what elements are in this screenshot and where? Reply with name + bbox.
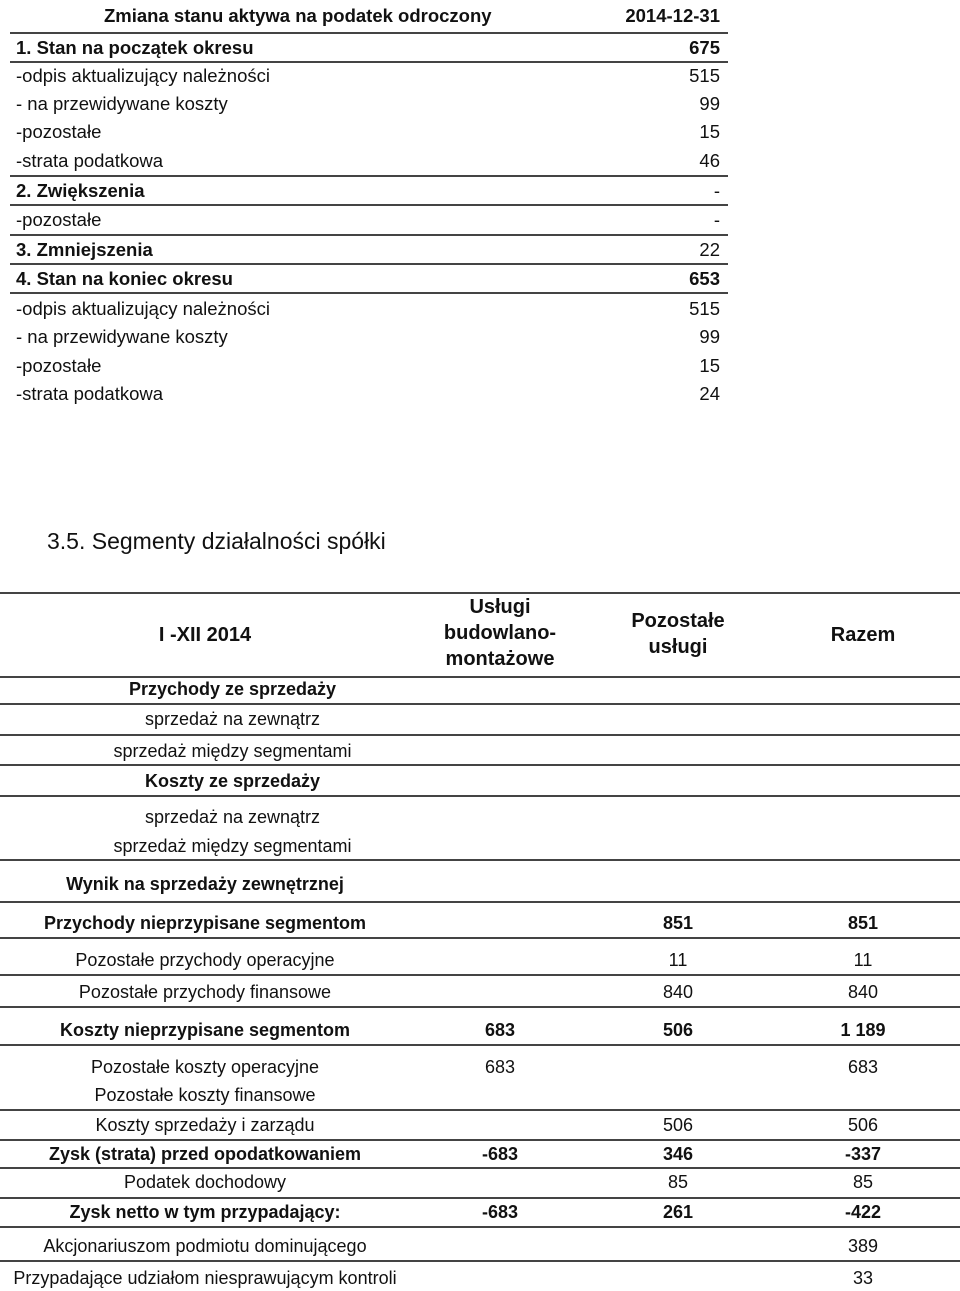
cell-other-services: 11 bbox=[668, 950, 688, 970]
divider bbox=[0, 1260, 960, 1262]
divider bbox=[0, 1139, 960, 1141]
row-value: 15 bbox=[699, 121, 720, 142]
divider bbox=[0, 1197, 960, 1199]
row-label: 1. Stan na początek okresu bbox=[16, 37, 254, 58]
cell-total: 33 bbox=[852, 1268, 874, 1288]
row-value: 24 bbox=[699, 383, 720, 404]
divider bbox=[0, 1006, 960, 1008]
divider bbox=[0, 1109, 960, 1111]
row-label: Przypadające udziałom niesprawującym kontroli bbox=[13, 1268, 397, 1288]
deferred-tax-title: Zmiana stanu aktywa na podatek odroczony bbox=[104, 5, 492, 26]
row-label: Pozostałe koszty operacyjne bbox=[90, 1057, 320, 1077]
row-value: - bbox=[713, 180, 720, 201]
row-label: - na przewidywane koszty bbox=[16, 93, 228, 114]
divider bbox=[10, 204, 728, 206]
cell-total: 683 bbox=[847, 1057, 879, 1077]
cell-other-services: 851 bbox=[662, 913, 694, 933]
divider bbox=[0, 795, 960, 797]
cell-total: -422 bbox=[844, 1202, 882, 1222]
row-label: Przychody nieprzypisane segmentom bbox=[43, 913, 367, 933]
row-value: 99 bbox=[699, 93, 720, 114]
divider bbox=[0, 901, 960, 903]
divider bbox=[10, 234, 728, 236]
row-label: -odpis aktualizujący należności bbox=[16, 65, 270, 86]
cell-total: 506 bbox=[847, 1115, 879, 1135]
cell-total: 1 189 bbox=[840, 1020, 886, 1040]
row-value: - bbox=[713, 209, 720, 230]
section-title: 3.5. Segmenty działalności spółki bbox=[47, 528, 386, 554]
cell-total: 85 bbox=[852, 1172, 874, 1192]
row-value: 46 bbox=[699, 150, 720, 171]
cell-construction: 683 bbox=[484, 1057, 516, 1077]
divider bbox=[0, 1044, 960, 1046]
divider bbox=[0, 859, 960, 861]
divider bbox=[0, 937, 960, 939]
period-header: I -XII 2014 bbox=[158, 624, 252, 646]
cell-construction: -683 bbox=[481, 1144, 519, 1164]
divider bbox=[10, 263, 728, 265]
row-label: -pozostałe bbox=[16, 209, 102, 230]
row-label: - na przewidywane koszty bbox=[16, 326, 228, 347]
divider bbox=[10, 292, 728, 294]
row-label: sprzedaż na zewnątrz bbox=[144, 807, 321, 827]
cell-other-services: 506 bbox=[662, 1020, 694, 1040]
column-header-other-services: Pozostałe usługi bbox=[631, 610, 725, 658]
row-value: 15 bbox=[699, 355, 720, 376]
row-label: sprzedaż na zewnątrz bbox=[144, 709, 321, 729]
cell-construction: -683 bbox=[481, 1202, 519, 1222]
cell-total: 11 bbox=[853, 950, 873, 970]
row-label: 2. Zwiększenia bbox=[16, 180, 145, 201]
divider bbox=[10, 61, 728, 63]
divider bbox=[0, 734, 960, 736]
row-label: Przychody ze sprzedaży bbox=[128, 679, 337, 699]
cell-total: 840 bbox=[847, 982, 879, 1002]
cell-other-services: 840 bbox=[662, 982, 694, 1002]
cell-construction: 683 bbox=[484, 1020, 516, 1040]
cell-total: 389 bbox=[847, 1236, 879, 1256]
row-label: Wynik na sprzedaży zewnętrznej bbox=[66, 874, 344, 894]
row-label: -strata podatkowa bbox=[16, 383, 164, 404]
row-label: -pozostałe bbox=[16, 121, 102, 142]
cell-total: -337 bbox=[844, 1144, 882, 1164]
divider bbox=[0, 764, 960, 766]
row-label: 3. Zmniejszenia bbox=[16, 239, 153, 260]
divider bbox=[0, 1226, 960, 1228]
divider bbox=[0, 974, 960, 976]
row-value: 515 bbox=[689, 65, 720, 86]
divider bbox=[0, 703, 960, 705]
cell-other-services: 346 bbox=[662, 1144, 694, 1164]
column-header-total: Razem bbox=[830, 624, 896, 646]
cell-other-services: 85 bbox=[667, 1172, 689, 1192]
deferred-tax-date: 2014-12-31 bbox=[625, 5, 720, 26]
row-label: Pozostałe przychody operacyjne bbox=[75, 950, 335, 970]
divider bbox=[10, 32, 728, 34]
row-label: Koszty nieprzypisane segmentom bbox=[59, 1020, 351, 1040]
row-label: 4. Stan na koniec okresu bbox=[16, 268, 233, 289]
cell-total: 851 bbox=[847, 913, 879, 933]
row-value: 99 bbox=[699, 326, 720, 347]
row-label: Pozostałe przychody finansowe bbox=[78, 982, 332, 1002]
cell-other-services: 506 bbox=[662, 1115, 694, 1135]
row-label: Zysk (strata) przed opodatkowaniem bbox=[48, 1144, 362, 1164]
row-label: -strata podatkowa bbox=[16, 150, 164, 171]
row-label: sprzedaż między segmentami bbox=[113, 836, 352, 856]
divider bbox=[10, 175, 728, 177]
row-value: 675 bbox=[689, 37, 720, 58]
column-header-construction: Usługi budowlano- montażowe bbox=[443, 596, 557, 670]
row-value: 653 bbox=[689, 268, 720, 289]
divider bbox=[0, 1167, 960, 1169]
row-value: 22 bbox=[699, 239, 720, 260]
row-label: Akcjonariuszom podmiotu dominującego bbox=[43, 1236, 367, 1256]
row-label: sprzedaż między segmentami bbox=[113, 741, 352, 761]
row-label: Podatek dochodowy bbox=[123, 1172, 287, 1192]
row-label: Zysk netto w tym przypadający: bbox=[69, 1202, 341, 1222]
row-value: 515 bbox=[689, 298, 720, 319]
row-label: -pozostałe bbox=[16, 355, 102, 376]
row-label: -odpis aktualizujący należności bbox=[16, 298, 270, 319]
row-label: Pozostałe koszty finansowe bbox=[94, 1085, 316, 1105]
row-label: Koszty ze sprzedaży bbox=[144, 771, 321, 791]
cell-other-services: 261 bbox=[662, 1202, 694, 1222]
row-label: Koszty sprzedaży i zarządu bbox=[95, 1115, 315, 1135]
